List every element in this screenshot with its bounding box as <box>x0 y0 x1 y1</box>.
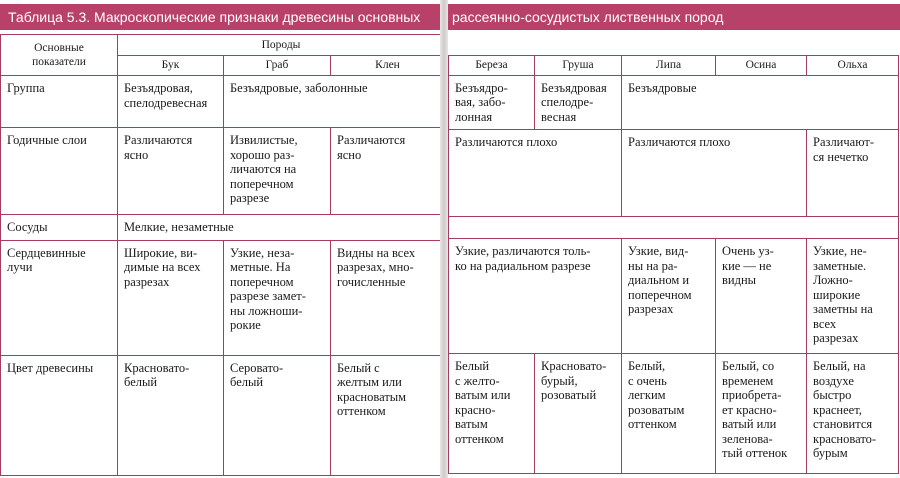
header-species-lipa: Липа <box>622 55 716 75</box>
row-vessels <box>1 215 445 241</box>
cell-color-grab: Серовато- белый <box>224 355 331 475</box>
row-rays-right <box>449 239 899 354</box>
header-species-bereza: Береза <box>449 55 535 75</box>
cell-rings-grab: Извилистые, хорошо раз- личаются на поперечном разрезе <box>224 128 331 215</box>
cell-color-osina: Белый, со временем приобрета- ет красно- ватый или зеленова- тый оттенок <box>716 354 807 474</box>
header-species-klen: Клен <box>331 56 445 76</box>
properties-table-right <box>448 34 899 474</box>
properties-table-left <box>0 34 445 476</box>
row-rays <box>1 240 445 355</box>
cell-color-grusha: Красновато- бурый, розоватый <box>535 354 622 474</box>
header-row-1-right <box>449 34 899 55</box>
row-label-rays: Сердцевинные лучи <box>1 240 118 355</box>
cell-color-lipa: Белый, с очень легким розоватым оттенком <box>622 354 716 474</box>
cell-rays-bereza-grusha: Узкие, различаются толь- ко на радиальном разрезе <box>449 239 622 354</box>
table-title-right: рассеянно-сосудистых лиственных пород <box>444 4 900 30</box>
cell-rays-olha: Узкие, не- заметные. Ложно- широкие заметны на всех разрезах <box>807 239 899 354</box>
row-label-vessels: Сосуды <box>1 215 118 241</box>
table-title-left: Таблица 5.3. Макроскопические признаки древесины основных <box>0 4 444 30</box>
cell-rings-olha: Различают- ся нечетко <box>807 130 899 217</box>
left-page <box>0 0 444 478</box>
cell-vessels-left: Мелкие, незаметные <box>118 215 445 241</box>
cell-group-lipa-olha: Безъядровые <box>622 75 899 130</box>
cell-group-grab-klen: Безъядровые, заболонные <box>224 76 445 128</box>
cell-rings-klen: Различаются ясно <box>331 128 445 215</box>
row-group-right <box>449 75 899 130</box>
header-species-grusha: Груша <box>535 55 622 75</box>
header-species-buk: Бук <box>118 56 224 76</box>
cell-group-buk: Безъядровая, спелодревесная <box>118 76 224 128</box>
row-rings-right <box>449 130 899 217</box>
row-label-rings: Годичные слои <box>1 128 118 215</box>
cell-vessels-right <box>449 217 899 239</box>
cell-rings-lipa-osina: Различаются плохо <box>622 130 807 217</box>
header-species-olha: Ольха <box>807 55 899 75</box>
header-row-1 <box>1 35 445 56</box>
header-species-group: Породы <box>118 35 445 56</box>
header-indicators: Основные показатели <box>1 35 118 76</box>
row-rings <box>1 128 445 215</box>
row-label-group: Группа <box>1 76 118 128</box>
header-spacer <box>449 34 899 55</box>
cell-group-bereza: Безъядро- вая, забо- лонная <box>449 75 535 130</box>
row-color <box>1 355 445 475</box>
cell-color-olha: Белый, на воздухе быстро краснеет, становится красновато- бурым <box>807 354 899 474</box>
header-row-2-right <box>449 55 899 75</box>
cell-rings-bereza-grusha: Различаются плохо <box>449 130 622 217</box>
right-page <box>444 0 900 478</box>
cell-rays-buk: Широкие, ви- димые на всех разрезах <box>118 240 224 355</box>
row-color-right <box>449 354 899 474</box>
book-gutter <box>440 0 448 478</box>
cell-color-buk: Красновато- белый <box>118 355 224 475</box>
cell-rays-grab: Узкие, неза- метные. На поперечном разрезе замет- ны ложноши- рокие <box>224 240 331 355</box>
cell-group-grusha: Безъядровая спелодре- весная <box>535 75 622 130</box>
row-vessels-right <box>449 217 899 239</box>
cell-rays-osina: Очень уз- кие — не видны <box>716 239 807 354</box>
cell-rays-klen: Видны на всех разрезах, мно- гочисленные <box>331 240 445 355</box>
header-species-grab: Граб <box>224 56 331 76</box>
header-species-osina: Осина <box>716 55 807 75</box>
cell-rays-lipa: Узкие, вид- ны на ра- диальном и поперечном разрезах <box>622 239 716 354</box>
row-label-color: Цвет древесины <box>1 355 118 475</box>
cell-color-klen: Белый с желтым или красноватым оттенком <box>331 355 445 475</box>
row-group <box>1 76 445 128</box>
cell-rings-buk: Различаются ясно <box>118 128 224 215</box>
cell-color-bereza: Белый с желто- ватым или красно- ватым оттенком <box>449 354 535 474</box>
